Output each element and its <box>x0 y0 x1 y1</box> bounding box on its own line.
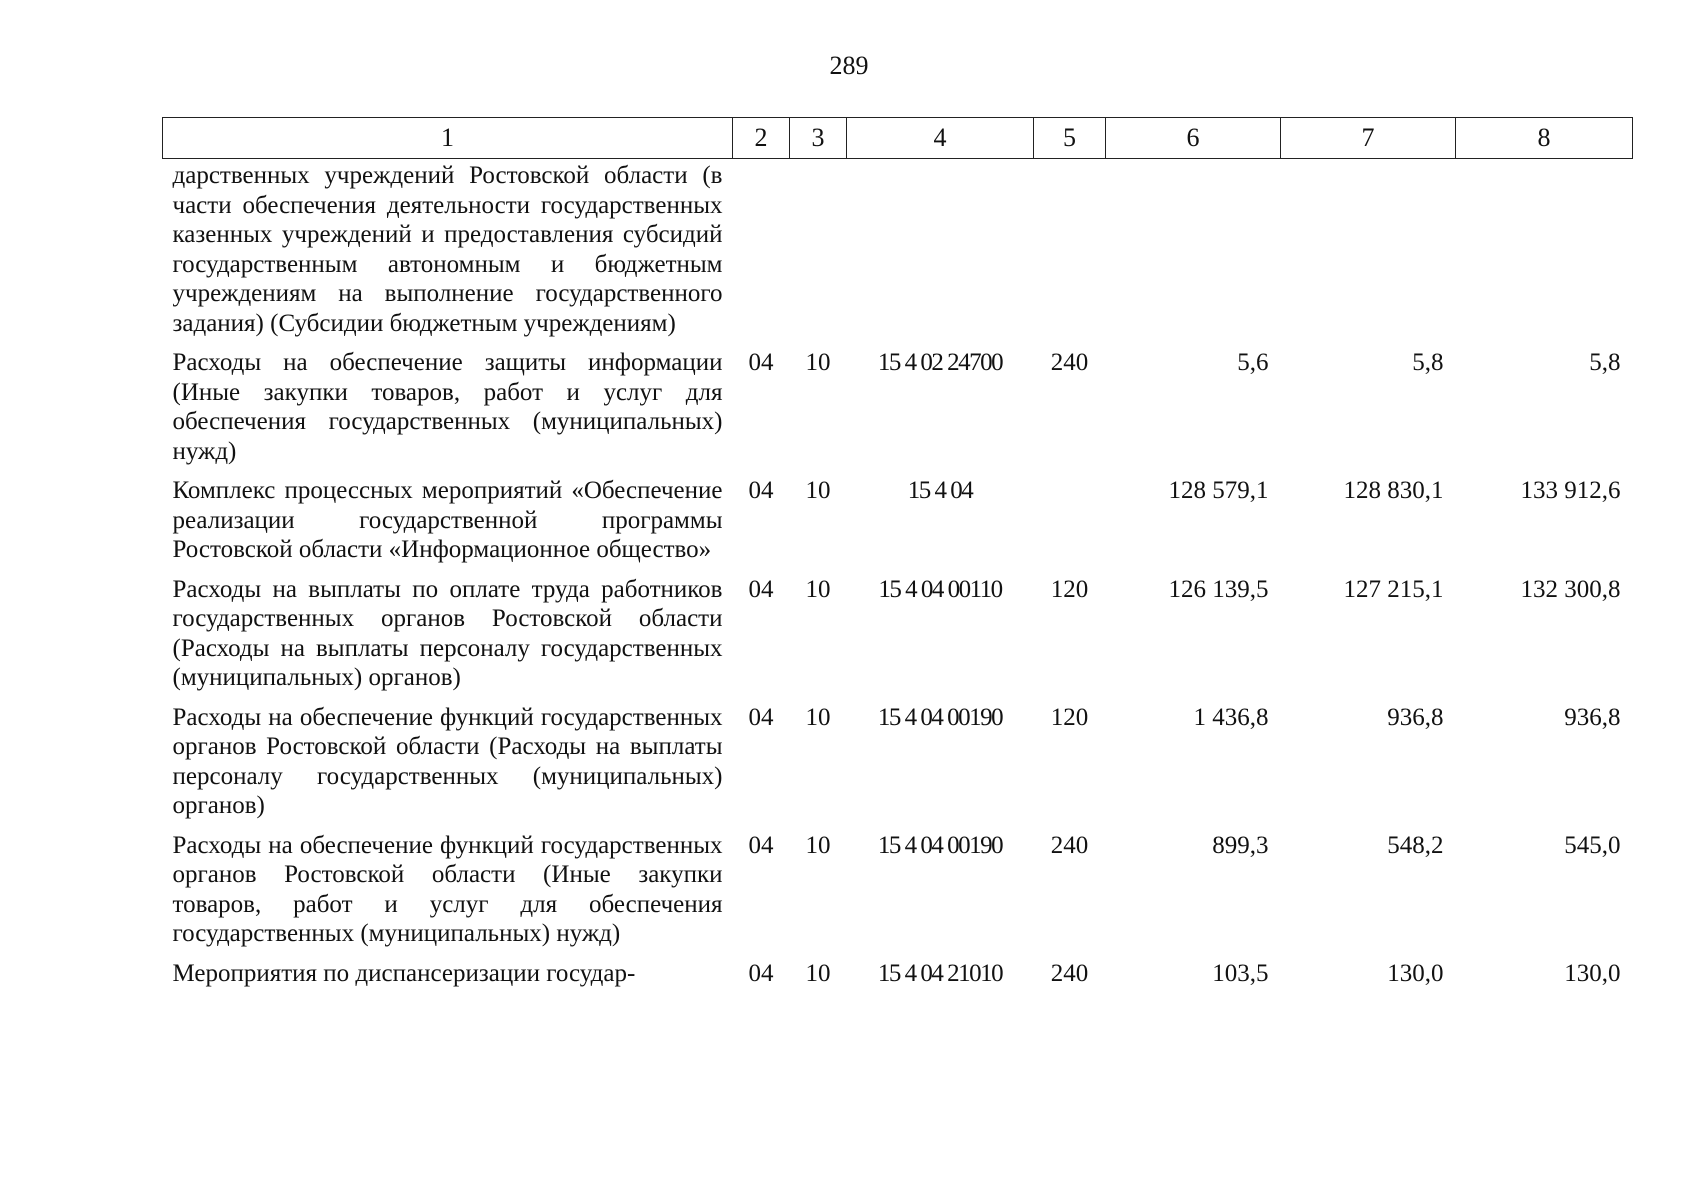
row-year1: 1 436,8 <box>1193 703 1269 731</box>
row-description <box>163 476 733 575</box>
row-section: 04 <box>748 831 774 859</box>
row-section: 04 <box>748 477 774 504</box>
row-section: 04 <box>748 575 774 603</box>
row-section: 04 <box>748 703 774 731</box>
column-header-8: 8 <box>1456 118 1633 159</box>
row-description-text: Комплекс процессных мероприятий «Обеспечение реализации государственной программы Ростовской области «Информационное общество» <box>172 477 723 563</box>
row-year1 <box>1106 159 1281 349</box>
row-subsection: 10 <box>805 703 831 731</box>
row-target-article: 15 4 02 24700 <box>877 349 1003 376</box>
table-row <box>163 959 1633 999</box>
row-description <box>163 159 733 349</box>
row-year2: 548,2 <box>1387 831 1444 859</box>
column-header-7: 7 <box>1281 118 1456 159</box>
row-year1: 899,3 <box>1212 831 1269 859</box>
table-header <box>163 118 1633 159</box>
row-expense-type <box>1034 159 1106 349</box>
row-target-article: 15 4 04 00190 <box>877 831 1003 859</box>
row-year3 <box>1456 159 1633 349</box>
row-section: 04 <box>748 959 774 987</box>
budget-table <box>162 117 1633 998</box>
row-description-text: Расходы на обеспечение защиты информации (Иные закупки товаров, работ и услуг для обеспечения государственных (муниципальных) нужд) <box>172 349 723 465</box>
row-year3: 133 912,6 <box>1520 477 1621 504</box>
row-description <box>163 575 733 703</box>
table-row <box>163 831 1633 959</box>
row-target-article: 15 4 04 00110 <box>878 575 1002 603</box>
column-header-1: 1 <box>163 118 733 159</box>
row-subsection: 10 <box>805 349 831 376</box>
row-description-text: Расходы на обеспечение функций государственных органов Ростовской области (Расходы на выплаты персоналу государственных (муниципальных) органов) <box>172 703 723 819</box>
table-row <box>163 348 1633 476</box>
column-header-4: 4 <box>847 118 1034 159</box>
row-description-text: Расходы на выплаты по оплате труда работников государственных органов Ростовской области (Расходы на выплаты персоналу государственных (муниципальных) органов) <box>172 575 723 691</box>
row-description <box>163 348 733 476</box>
row-expense-type: 120 <box>1050 703 1089 731</box>
row-description <box>163 959 733 999</box>
row-year1: 5,6 <box>1237 349 1269 376</box>
row-year1: 128 579,1 <box>1168 477 1269 504</box>
column-header-5: 5 <box>1034 118 1106 159</box>
row-year2: 127 215,1 <box>1343 575 1444 603</box>
row-description-text: Мероприятия по диспансеризации государ- <box>172 959 636 987</box>
row-subsection <box>790 159 847 349</box>
column-header-2: 2 <box>733 118 790 159</box>
row-description <box>163 703 733 831</box>
row-expense-type: 240 <box>1050 349 1089 376</box>
row-target-article <box>847 159 1034 349</box>
row-target-article: 15 4 04 00190 <box>877 703 1003 731</box>
row-expense-type: 240 <box>1050 831 1089 859</box>
row-subsection: 10 <box>805 831 831 859</box>
table-row <box>163 159 1633 349</box>
row-year3: 132 300,8 <box>1520 575 1621 603</box>
row-year1: 126 139,5 <box>1168 575 1269 603</box>
row-year2: 128 830,1 <box>1343 477 1444 504</box>
row-expense-type: 240 <box>1050 959 1089 987</box>
row-year2 <box>1281 159 1456 349</box>
row-section: 04 <box>748 349 774 376</box>
row-year2: 130,0 <box>1387 959 1444 987</box>
row-expense-type: 120 <box>1050 575 1089 603</box>
row-expense-type <box>1034 476 1106 575</box>
row-section <box>733 159 790 349</box>
row-subsection: 10 <box>805 575 831 603</box>
row-description-text: дарственных учреждений Ростовской области (в части обеспечения деятельности государственных казенных учреждений и предоставления субсидий государственным автономным и бюджетным учреждениям на выполнение государственного задания) (Субсидии бюджетным учреждениям) <box>172 162 723 337</box>
table-row <box>163 575 1633 703</box>
column-header-3: 3 <box>790 118 847 159</box>
row-year2: 936,8 <box>1387 703 1444 731</box>
row-description-text: Расходы на обеспечение функций государственных органов Ростовской области (Иные закупки товаров, работ и услуг для обеспечения государственных (муниципальных) нужд) <box>172 831 723 947</box>
page-number: 289 <box>829 51 869 80</box>
table-row <box>163 476 1633 575</box>
row-year3: 545,0 <box>1564 831 1621 859</box>
table-row <box>163 703 1633 831</box>
row-target-article: 15 4 04 21010 <box>877 959 1003 987</box>
row-year3: 936,8 <box>1564 703 1621 731</box>
table-body <box>163 159 1633 999</box>
row-target-article: 15 4 04 <box>907 477 973 504</box>
row-year3: 130,0 <box>1564 959 1621 987</box>
header-row <box>163 118 1633 159</box>
row-description <box>163 831 733 959</box>
row-subsection: 10 <box>805 477 831 504</box>
row-year1: 103,5 <box>1212 959 1269 987</box>
row-year2: 5,8 <box>1412 349 1444 376</box>
row-year3: 5,8 <box>1589 349 1621 376</box>
column-header-6: 6 <box>1106 118 1281 159</box>
row-subsection: 10 <box>805 959 831 987</box>
